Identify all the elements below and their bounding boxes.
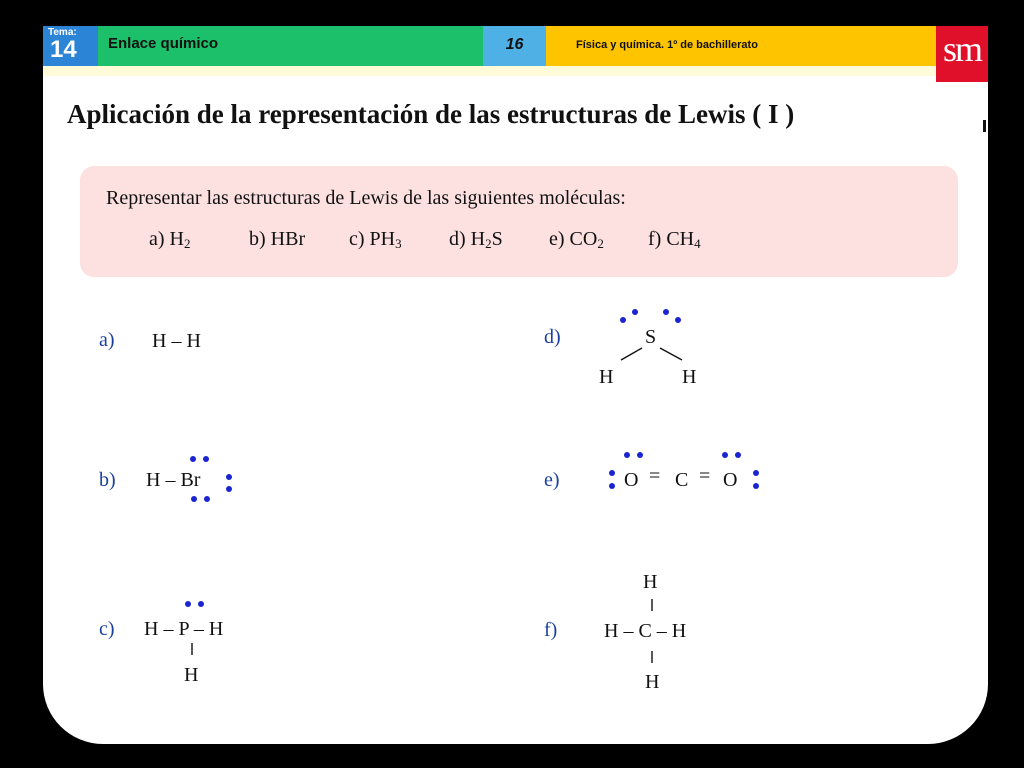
lewis-c-structure: H – P – H — [144, 618, 224, 640]
electron-dot — [753, 483, 759, 489]
answer-label-d: d) — [544, 326, 561, 348]
publisher-logo-text: sm — [942, 29, 981, 69]
lewis-d-left-h: H — [599, 366, 614, 388]
tema-label: Tema: — [48, 27, 77, 38]
answer-label-c: c) — [99, 618, 115, 640]
bond-line-d-left — [621, 348, 642, 360]
subject-title: Física y química. 1º de bachillerato — [576, 39, 758, 51]
tema-number: 14 — [50, 36, 77, 63]
lewis-c-bottom-h: H — [184, 664, 199, 686]
electron-dot — [753, 470, 759, 476]
slide — [43, 26, 988, 744]
electron-dot — [204, 496, 210, 502]
topic-title: Enlace químico — [108, 35, 219, 52]
electron-dot — [624, 452, 630, 458]
electron-dot — [609, 483, 615, 489]
electron-dot — [675, 317, 681, 323]
electron-dot — [637, 452, 643, 458]
electron-dot — [632, 309, 638, 315]
lewis-e-oxygen-left: O — [624, 469, 639, 491]
bond-line-d-right — [660, 348, 682, 360]
lewis-a-structure: H – H — [152, 330, 201, 352]
electron-dot — [185, 601, 191, 607]
page-title: Aplicación de la representación de las estructuras de Lewis ( I ) — [67, 99, 795, 129]
electron-dot — [722, 452, 728, 458]
electron-dot — [203, 456, 209, 462]
lewis-b-structure: H – Br — [146, 469, 201, 491]
task-item-b: b) HBr — [249, 228, 306, 250]
electron-dot — [226, 474, 232, 480]
lewis-f-row: H – C – H — [604, 620, 687, 642]
answer-label-f: f) — [544, 619, 558, 641]
electron-dot — [226, 486, 232, 492]
electron-dot — [735, 452, 741, 458]
lewis-e-carbon: C — [675, 469, 689, 491]
task-item-d: d) $H_2S$ — [449, 228, 503, 251]
lewis-f-bottom-h: H — [645, 671, 660, 693]
task-item-f: f) $CH_4$ — [648, 228, 701, 251]
task-item-e: e) $CO_2$ — [549, 228, 604, 251]
answer-label-a: a) — [99, 329, 115, 351]
lewis-d-sulfur: S — [645, 326, 657, 348]
electron-dot — [198, 601, 204, 607]
electron-dot — [190, 456, 196, 462]
task-intro: Representar las estructuras de Lewis de las siguientes moléculas: — [106, 187, 626, 209]
electron-dot — [609, 470, 615, 476]
lewis-d-right-h: H — [682, 366, 697, 388]
task-item-c: c) $PH_3$ — [349, 228, 402, 251]
lewis-e-double-bond-2: = — [699, 465, 711, 487]
lewis-e-double-bond-1: = — [649, 465, 661, 487]
lewis-f-top-h: H — [643, 571, 658, 593]
answer-label-b: b) — [99, 469, 116, 491]
electron-dot — [663, 309, 669, 315]
task-item-a: a) $H_2$ — [149, 228, 191, 251]
electron-dot — [191, 496, 197, 502]
page-number: 16 — [505, 36, 524, 53]
electron-dot — [620, 317, 626, 323]
answer-label-e: e) — [544, 469, 560, 491]
lewis-e-oxygen-right: O — [723, 469, 738, 491]
